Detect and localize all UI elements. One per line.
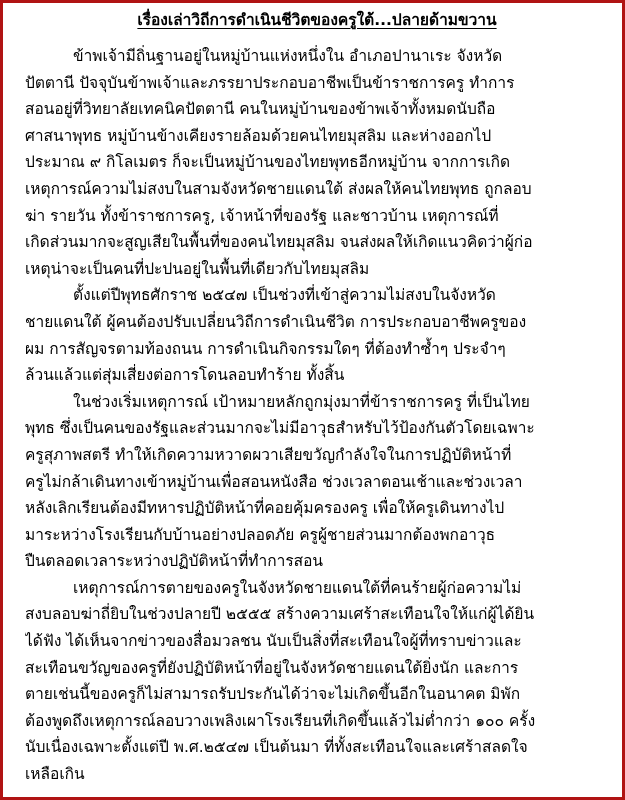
paragraph-line: ข้าพเจ้ามีถิ่นฐานอยู่ในหมู่บ้านแห่งหนึ่งใน อำเภอปานาเระ จังหวัด bbox=[73, 47, 503, 65]
paragraph-line: เกิดส่วนมากจะสูญเสียในพื้นที่ของคนไทยมุสลิม จนส่งผลให้เกิดแนวคิดว่าผู้ก่อ bbox=[25, 233, 533, 252]
paragraph-line: เหตุการณ์ความไม่สงบในสามจังหวัดชายแดนใต้ ส่งผลให้คนไทยพุทธ ถูกลอบ bbox=[25, 179, 532, 198]
paragraph-line: ครูไม่กล้าเดินทางเข้าหมู่บ้านเพื่อสอนหนังสือ ช่วงเวลาตอนเช้าและช่วงเวลา bbox=[25, 472, 523, 491]
paragraph-line: เหตุน่าจะเป็นคนที่ปะปนอยู่ในพื้นที่เดียวกับไทยมุสลิม bbox=[25, 259, 370, 278]
paragraph-line: ฆ่า รายวัน ทั้งข้าราชการครู, เจ้าหน้าที่ของรัฐ และชาวบ้าน เหตุการณ์ที่ bbox=[25, 206, 499, 225]
document-body bbox=[25, 9, 609, 788]
paragraph-line: ในช่วงเริ่มเหตุการณ์ เป้าหมายหลักถูกมุ่งมาที่ข้าราชการครู ที่เป็นไทย bbox=[73, 392, 530, 411]
paragraph-line: ต้องพูดถึงเหตุการณ์ลอบวางเพลิงเผาโรงเรียนที่เกิดขึ้นแล้วไม่ต่ำกว่า ๑๐๐ ครั้ง bbox=[25, 711, 536, 730]
paragraph-line: เหลือเกิน bbox=[25, 765, 85, 784]
paragraph-line: ได้ฟัง ได้เห็นจากข่าวของสื่อมวลชน นับเป็นสิ่งที่สะเทือนใจผู้ที่ทราบข่าวและ bbox=[25, 632, 522, 651]
paragraph-2 bbox=[25, 282, 609, 388]
paragraph-line: ครูสุภาพสตรี ทำให้เกิดความหวาดผวาเสียขวัญกำลังใจในการปฏิบัติหน้าที่ bbox=[25, 445, 512, 464]
paragraph-line: สอนอยู่ที่วิทยาลัยเทคนิคปัตตานี คนในหมู่บ้านของข้าพเจ้าทั้งหมดนับถือ bbox=[25, 100, 496, 119]
paragraph-line: มาระหว่างโรงเรียนกับบ้านอย่างปลอดภัย ครูผู้ชายส่วนมากต้องพกอาวุธ bbox=[25, 525, 496, 544]
paragraph-4 bbox=[25, 575, 609, 788]
paragraph-line: หลังเลิกเรียนต้องมีทหารปฏิบัติหน้าที่คอยคุ้มครองครู เพื่อให้ครูเดินทางไป bbox=[25, 499, 505, 518]
paragraph-line: ล้วนแล้วแต่สุ่มเสี่ยงต่อการโดนลอบทำร้าย ทั้งสิ้น bbox=[25, 366, 345, 385]
paragraph-line: ประมาณ ๙ กิโลเมตร ก็จะเป็นหมู่บ้านของไทยพุทธอีกหมู่บ้าน จากการเกิด bbox=[25, 153, 511, 172]
paragraph-line: ผม การสัญจรตามท้องถนน การดำเนินกิจกรรมใดๆ ที่ต้องทำซ้ำๆ ประจำๆ bbox=[25, 339, 506, 358]
paragraph-line: เหตุการณ์การตายของครูในจังหวัดชายแดนใต้ที่คนร้ายผู้ก่อความไม่ bbox=[73, 578, 522, 597]
paragraph-line: ชายแดนใต้ ผู้คนต้องปรับเปลี่ยนวิถีการดำเนินชีวิต การประกอบอาชีพครูของ bbox=[25, 312, 527, 331]
paragraph-line: สะเทือนขวัญของครูที่ยังปฏิบัติหน้าที่อยู่ในจังหวัดชายแดนใต้ยิ่งนัก และการ bbox=[25, 658, 519, 677]
paragraph-line: ตั้งแต่ปีพุทธศักราช ๒๕๔๗ เป็นช่วงที่เข้าสู่ความไม่สงบในจังหวัด bbox=[73, 286, 496, 305]
paragraph-line: พุทธ ซึ่งเป็นคนของรัฐและส่วนมากจะไม่มีอาวุธสำหรับไว้ป้องกันตัวโดยเฉพาะ bbox=[25, 419, 535, 438]
paragraph-line: ตายเช่นนี้ของครูก็ไม่สามารถรับประกันได้ว่าจะไม่เกิดขึ้นอีกในอนาคต มิพัก bbox=[25, 685, 521, 704]
paragraph-line: นับเนื่องเฉพาะตั้งแต่ปี พ.ศ.๒๕๔๗ เป็นต้นมา ที่ทั้งสะเทือนใจและเศร้าสลดใจ bbox=[25, 738, 528, 757]
paragraph-line: สงบลอบฆ่าถี่ยิบในช่วงปลายปี ๒๕๕๕ สร้างความเศร้าสะเทือนใจให้แก่ผู้ได้ยิน bbox=[25, 605, 535, 624]
paragraph-line: ปืนตลอดเวลาระหว่างปฏิบัติหน้าที่ทำการสอน bbox=[25, 552, 324, 571]
document-title: เรื่องเล่าวิถีการดำเนินชีวิตของครูใต้...ปลายด้ามขวาน bbox=[137, 11, 497, 29]
paragraph-line: ศาสนาพุทธ หมู่บ้านข้างเคียงรายล้อมด้วยคนไทยมุสลิม และห่างออกไป bbox=[25, 126, 492, 145]
paragraph-1 bbox=[25, 43, 609, 282]
paragraph-line: ปัตตานี ปัจจุบันข้าพเจ้าและภรรยาประกอบอาชีพเป็นข้าราชการครู ทำการ bbox=[25, 73, 515, 92]
paragraph-3 bbox=[25, 389, 609, 575]
